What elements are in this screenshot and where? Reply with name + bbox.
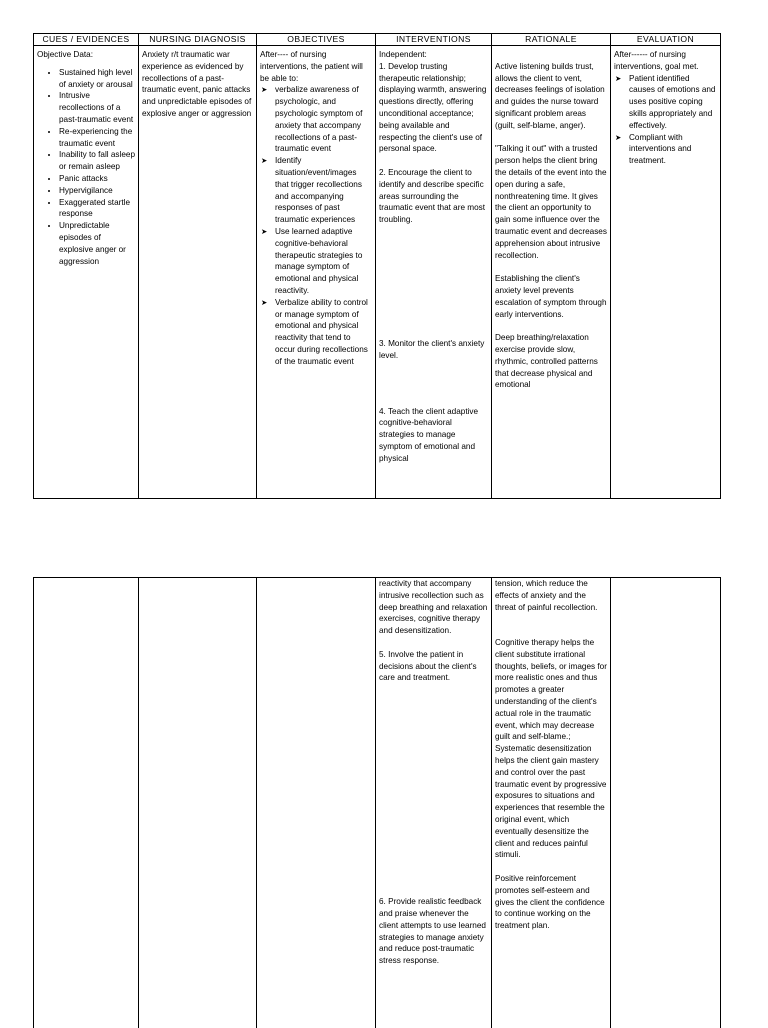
diagnosis-text: Anxiety r/t traumatic war experience as evidenced by recollections of a past-traumatic event, panic attacks and unpredictable episodes of explosive anger or aggression	[142, 49, 253, 120]
header-evaluation: EVALUATION	[611, 34, 721, 46]
rationale-3: Establishing the client's anxiety level prevents escalation of symptom through early interventions.	[495, 273, 607, 320]
list-item: ➤ Identify situation/event/images that trigger recollections and accompanying responses of past traumatic experiences	[275, 155, 372, 226]
rationale-5: Cognitive therapy helps the client substitute irrational thoughts, beliefs, or images for more realistic ones and thus promotes a greater understanding of the client's actual role in the traumatic event, which may decrease guilt and self-blame.; Systematic desensitization helps the client gain mastery and control over the past traumatic event by progressive exposures to situations and experiences that resemble the original event, which eventually desensitize the client and reduces painful stimuli.	[495, 637, 607, 861]
rationale-4-continued: tension, which reduce the effects of anxiety and the threat of painful recollection.	[495, 578, 607, 613]
objectives-cell-empty	[257, 578, 376, 1028]
header-objectives: OBJECTIVES	[257, 34, 376, 46]
objectives-list	[260, 84, 372, 367]
objectives-cell	[257, 46, 376, 499]
list-item: • Inability to fall asleep or remain asleep	[59, 149, 135, 173]
evaluation-intro: After------ of nursing interventions, goal met.	[614, 49, 717, 73]
objectives-intro: After---- of nursing interventions, the patient will be able to:	[260, 49, 372, 84]
rationale-cell	[492, 46, 611, 499]
list-item: • Sustained high level of anxiety or arousal	[59, 67, 135, 91]
diagnosis-cell	[139, 46, 257, 499]
intervention-3: 3. Monitor the client's anxiety level.	[379, 338, 488, 362]
list-item: • Exaggerated startle response	[59, 197, 135, 221]
cues-cell-empty	[34, 578, 139, 1028]
header-diagnosis: NURSING DIAGNOSIS	[139, 34, 257, 46]
rationale-cell	[492, 578, 611, 1028]
rationale-2: "Talking it out" with a trusted person helps the client bring the details of the event into the open during a safe, nonthreatening time. It gives the client an opportunity to gain some influence over the traumatic event and decreases apprehension about intrusive recollection.	[495, 143, 607, 261]
list-item: • Hypervigilance	[59, 185, 135, 197]
list-item: • Unpredictable episodes of explosive anger or aggression	[59, 220, 135, 267]
intervention-5: 5. Involve the patient in decisions about the client's care and treatment.	[379, 649, 488, 684]
intervention-1: 1. Develop trusting therapeutic relationship; displaying warmth, answering questions directly, offering unconditional acceptance; being available and respecting the client's use of personal space.	[379, 61, 488, 155]
interventions-heading: Independent:	[379, 49, 488, 61]
intervention-4: 4. Teach the client adaptive cognitive-behavioral strategies to manage symptom of emotional and physical	[379, 406, 488, 465]
table-row	[34, 578, 721, 1028]
diagnosis-cell-empty	[139, 578, 257, 1028]
list-item: • Re-experiencing the traumatic event	[59, 126, 135, 150]
arrow-bullet-icon: ➤	[615, 73, 621, 85]
list-item: ➤ Patient identified causes of emotions and uses positive coping skills appropriately and effectively.	[629, 73, 717, 132]
header-interventions: INTERVENTIONS	[376, 34, 492, 46]
list-item: • Intrusive recollections of a past-traumatic event	[59, 90, 135, 125]
care-plan-table	[33, 33, 721, 499]
rationale-1: Active listening builds trust, allows the client to vent, decreases feelings of isolation and guides the nurse toward significant problem areas (guilt, self-blame, anger).	[495, 61, 607, 132]
evaluation-cell	[611, 46, 721, 499]
rationale-6: Positive reinforcement promotes self-esteem and gives the client the confidence to continue working on the treatment plan.	[495, 873, 607, 932]
arrow-bullet-icon: ➤	[261, 297, 267, 309]
list-item: ➤ Verbalize ability to control or manage symptom of emotional and physical reactivity that tend to occur during recollections of the traumatic event	[275, 297, 372, 368]
list-item: ➤ verbalize awareness of psychologic, and psychologic symptom of anxiety that accompany recollections of a past-traumatic event	[275, 84, 372, 155]
intervention-4-continued: reactivity that accompany intrusive recollection such as deep breathing and relaxation exercises, cognitive therapy and desensitization.	[379, 578, 488, 637]
header-rationale: RATIONALE	[492, 34, 611, 46]
list-item: ➤ Compliant with interventions and treatment.	[629, 132, 717, 167]
list-item: ➤ Use learned adaptive cognitive-behavioral therapeutic strategies to manage symptom of emotional and physical reactivity.	[275, 226, 372, 297]
interventions-cell	[376, 46, 492, 499]
intervention-2: 2. Encourage the client to identify and describe specific areas surrounding the traumatic event that are most troubling.	[379, 167, 488, 226]
arrow-bullet-icon: ➤	[261, 84, 267, 96]
cues-list	[37, 67, 135, 268]
evaluation-list	[614, 73, 717, 167]
header-cues: CUES / EVIDENCES	[34, 34, 139, 46]
intervention-6: 6. Provide realistic feedback and praise whenever the client attempts to use learned strategies to manage anxiety and reduce post-traumatic stress response.	[379, 896, 488, 967]
rationale-4: Deep breathing/relaxation exercise provide slow, rhythmic, controlled patterns that decrease physical and emotional	[495, 332, 607, 391]
list-item: • Panic attacks	[59, 173, 135, 185]
arrow-bullet-icon: ➤	[261, 226, 267, 238]
evaluation-cell-empty	[611, 578, 721, 1028]
arrow-bullet-icon: ➤	[261, 155, 267, 167]
interventions-cell	[376, 578, 492, 1028]
header-row	[34, 34, 721, 46]
arrow-bullet-icon: ➤	[615, 132, 621, 144]
care-plan-table-continued	[33, 577, 721, 1028]
cues-cell	[34, 46, 139, 499]
table-row	[34, 46, 721, 499]
cues-title: Objective Data:	[37, 49, 135, 61]
